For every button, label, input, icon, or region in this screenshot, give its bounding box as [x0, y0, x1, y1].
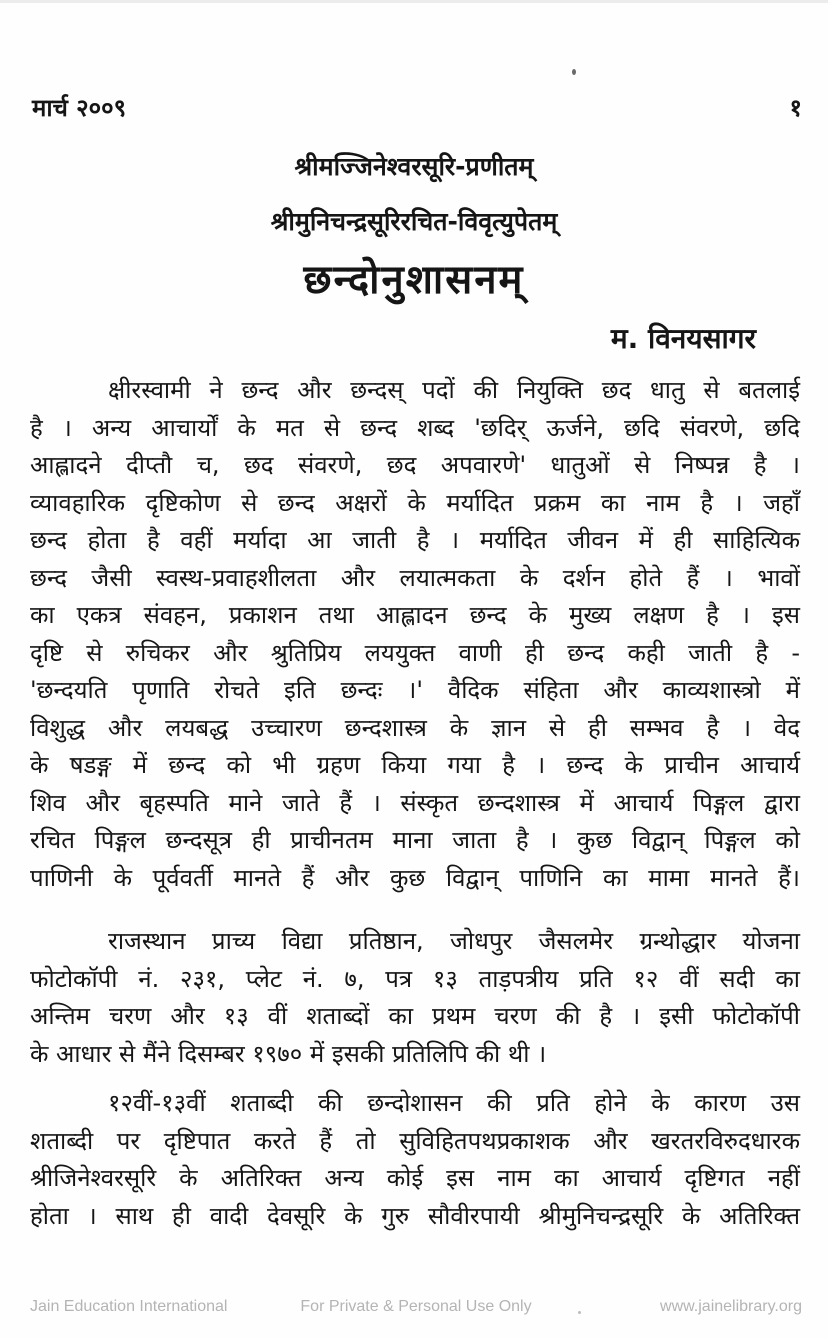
text-line: का एकत्र संवहन, प्रकाशन तथा आह्लादन छन्द के मुख्य लक्षण है । इस [30, 601, 800, 629]
text-line: होता । साथ ही वादी देवसूरि के गुरु सौवीरपायी श्रीमुनिचन्द्रसूरि के अतिरिक्त [30, 1201, 800, 1230]
page-number: १ [789, 94, 802, 122]
footer-usage-note: For Private & Personal Use Only [300, 1298, 532, 1315]
text-line: छन्द होता है वहीं मर्यादा आ जाती है । मर्यादित जीवन में ही साहित्यिक [30, 526, 800, 554]
text-line: शिव और बृहस्पति माने जाते हैं । संस्कृत छन्दशास्त्र में आचार्य पिङ्गल द्वारा [30, 788, 800, 817]
text-line: व्यावहारिक दृष्टिकोण से छन्द अक्षरों के मर्यादित प्रक्रम का नाम है । जहाँ [30, 488, 800, 517]
paragraph [30, 1085, 800, 1235]
text-line: शताब्दी पर दृष्टिपात करते हैं तो सुविहितपथप्रकाशक और खरतरविरुदधारक [30, 1126, 800, 1155]
text-line: विशुद्ध और लयबद्ध उच्चारण छन्दशास्त्र के ज्ञान से ही सम्भव है । वेद [30, 713, 800, 742]
text-line: के षडङ्ग में छन्द को भी ग्रहण किया गया है । छन्द के प्राचीन आचार्य [30, 751, 800, 779]
scan-speck [572, 69, 576, 75]
main-title: छन्दोनुशासनम् [303, 257, 525, 303]
text-line: राजस्थान प्राच्य विद्या प्रतिष्ठान, जोधपुर जैसलमेर ग्रन्थोद्धार योजना [108, 927, 800, 955]
text-line: दृष्टि से रुचिकर और श्रुतिप्रिय लययुक्त वाणी ही छन्द कही जाती है - [30, 638, 800, 667]
text-line: क्षीरस्वामी ने छन्द और छन्दस् पदों की नियुक्ति छद धातु से बतलाई [108, 376, 800, 404]
text-line: छन्द जैसी स्वस्थ-प्रवाहशीलता और लयात्मकता के दर्शन होते हैं । भावों [30, 563, 800, 592]
text-line: १२वीं-१३वीं शताब्दी की छन्दोशासन की प्रति होने के कारण उस [108, 1089, 800, 1117]
text-line: 'छन्दयति पृणाति रोचते इति छन्दः ।' वैदिक संहिता और काव्यशास्त्रो में [30, 676, 800, 704]
text-line: पाणिनी के पूर्ववर्ती मानते हैं और कुछ विद्वान् पाणिनि का मामा मानते हैं। [30, 863, 800, 892]
text-line: श्रीजिनेश्वरसूरि के अतिरिक्त अन्य कोई इस नाम का आचार्य दृष्टिगत नहीं [30, 1164, 800, 1192]
footer [30, 1298, 802, 1316]
author-name: म. विनयसागर [610, 322, 756, 355]
commentator-line: श्रीमुनिचन्द्रसूरिरचित-विवृत्युपेतम् [270, 207, 558, 236]
paragraph [30, 372, 800, 897]
scan-speck [578, 1311, 581, 1314]
text-line: आह्लादने दीप्तौ च, छद संवरणे, छद अपवारणे' धातुओं से निष्पन्न है । [30, 451, 800, 479]
text-line: है । अन्य आचार्यों के मत से छन्द शब्द 'छदिर् ऊर्जने, छदि संवरणे, छदि [30, 413, 800, 442]
footer-publisher: Jain Education International [30, 1298, 228, 1315]
paragraph [30, 923, 800, 1073]
text-line: के आधार से मैंने दिसम्बर १९७० में इसकी प्रतिलिपि की थी । [30, 1039, 547, 1068]
text-line: रचित पिङ्गल छन्दसूत्र ही प्राचीनतम माना जाता है । कुछ विद्वान् पिङ्गल को [30, 826, 800, 854]
text-line: फोटोकॉपी नं. २३१, प्लेट नं. ७, पत्र १३ ताड़पत्रीय प्रति १२ वीं सदी का [30, 964, 800, 993]
running-header [32, 91, 802, 124]
footer-website: www.jainelibrary.org [660, 1298, 802, 1315]
composer-line: श्रीमज्जिनेश्वरसूरि-प्रणीतम् [294, 152, 534, 181]
text-line: अन्तिम चरण और १३ वीं शताब्दों का प्रथम चरण की है । इसी फोटोकॉपी [30, 1002, 800, 1030]
heading-block [0, 149, 828, 357]
issue-date: मार्च २००९ [32, 94, 127, 122]
article-body [30, 372, 800, 1235]
